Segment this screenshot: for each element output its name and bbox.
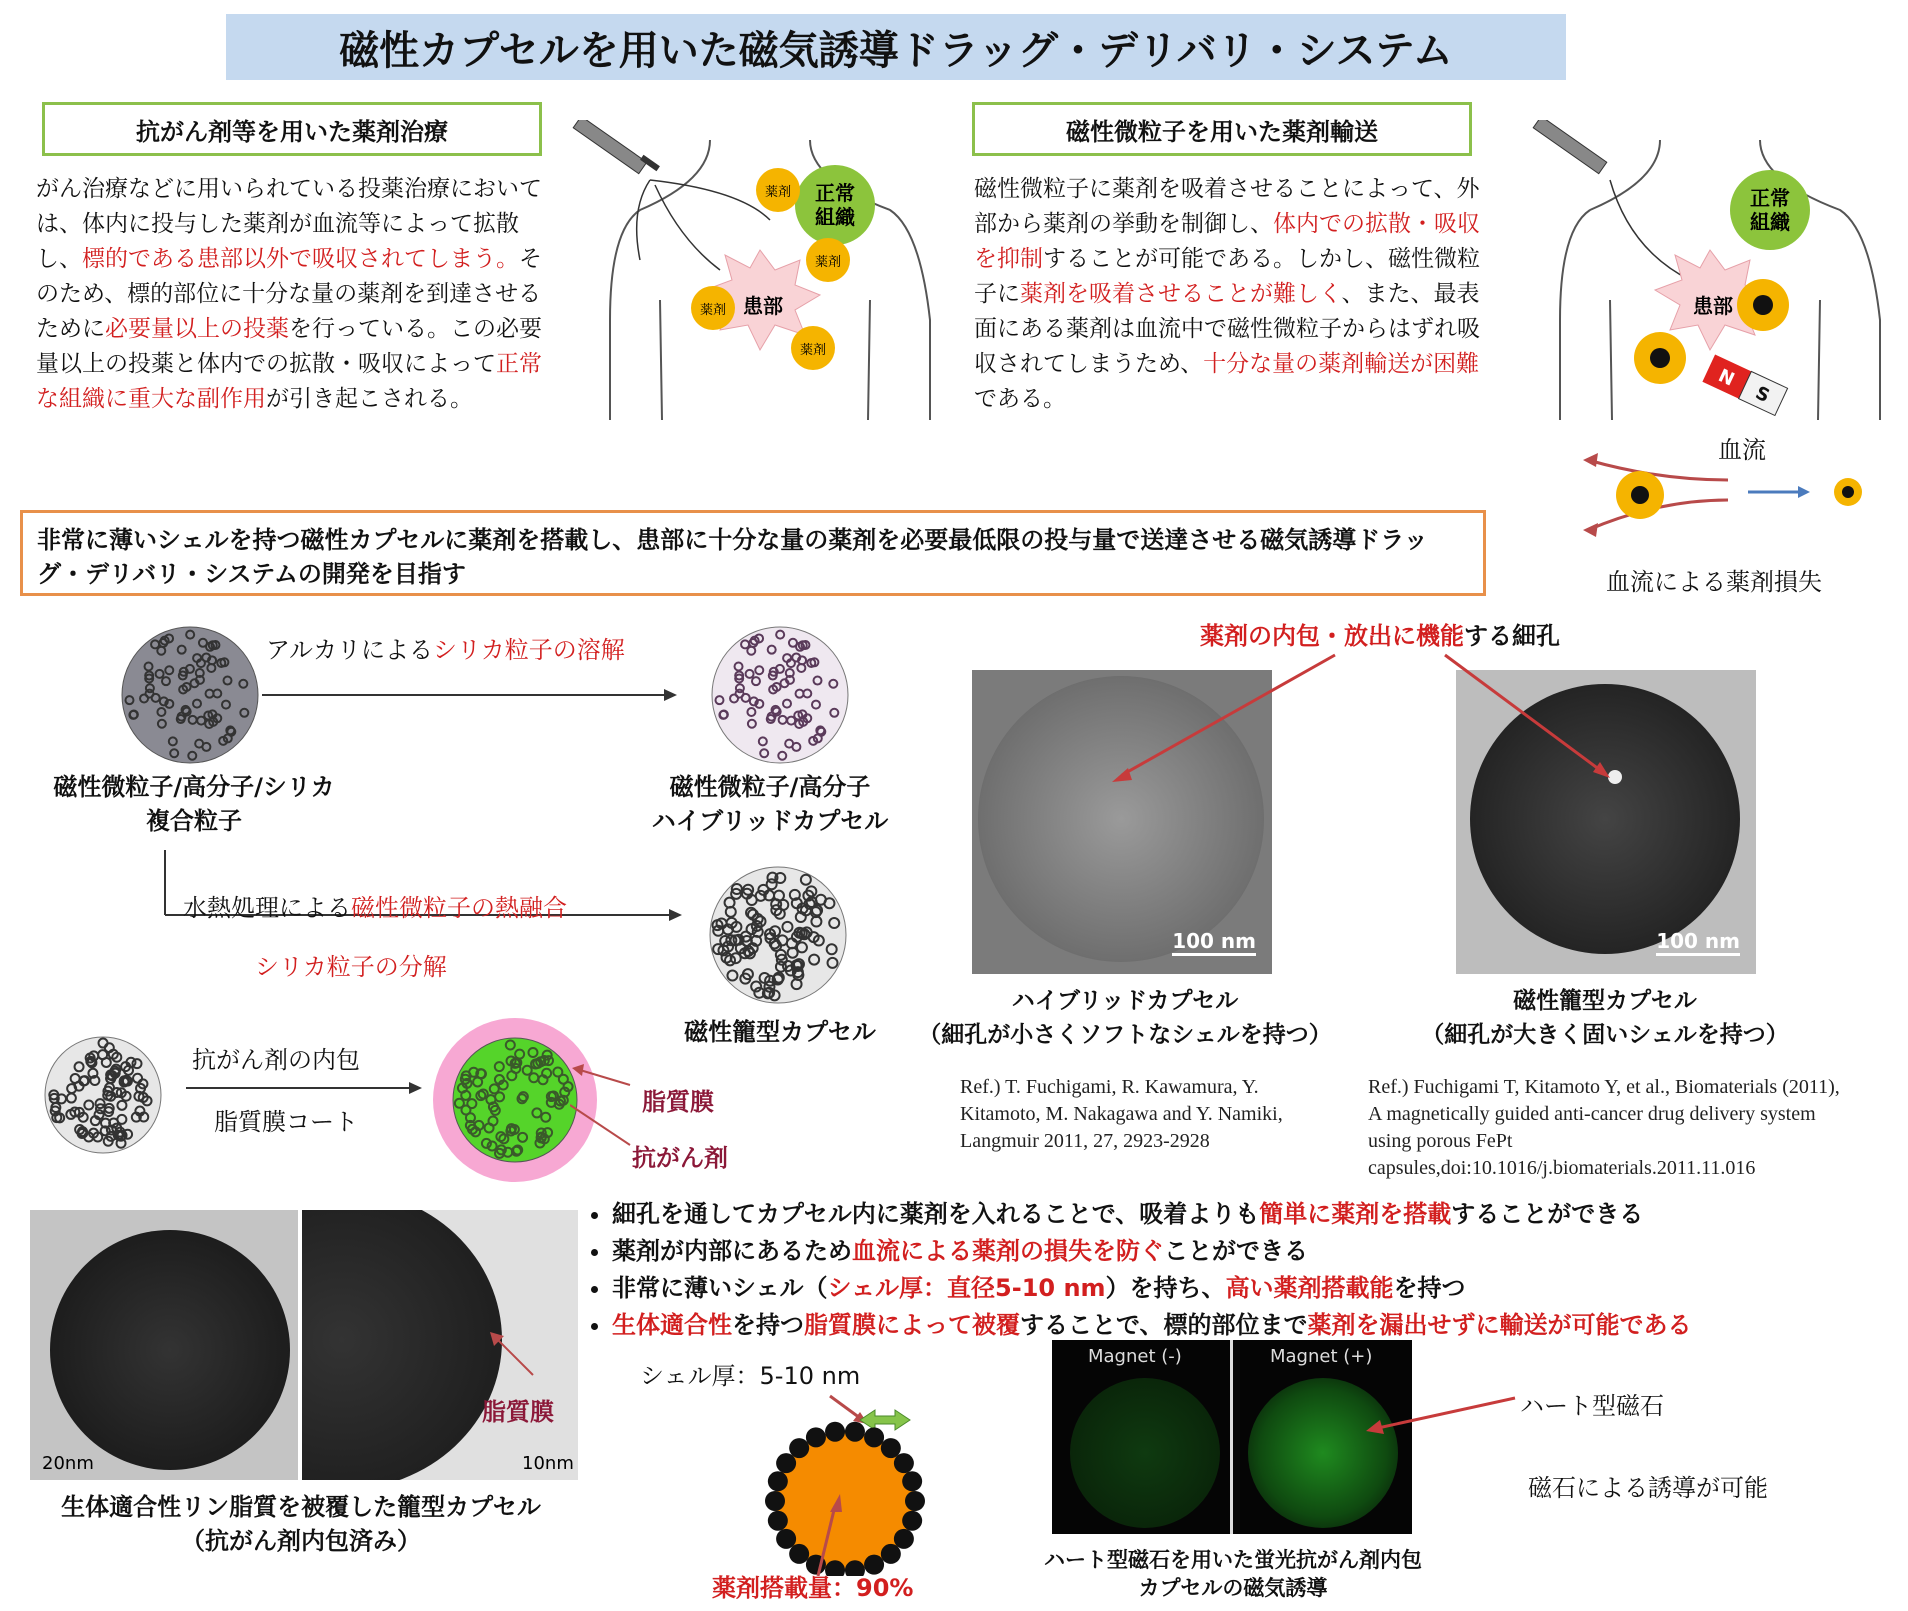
magnet-icon	[1702, 355, 1787, 416]
body-text: が引き起こされる。	[266, 386, 473, 412]
hybrid-label: 磁性微粒子/高分子 ハイブリッドカプセル	[651, 773, 889, 835]
step2-label: 水熱処理による磁性微粒子の熱融合	[183, 894, 567, 922]
highlight-text: 高い薬剤搭載能	[1225, 1274, 1394, 1302]
svg-text:N: N	[1714, 365, 1738, 391]
shell-particle	[881, 1544, 901, 1564]
cage-label: 磁性籠型カプセル	[684, 1018, 876, 1046]
cage-capsule-small	[38, 1030, 168, 1160]
step3-label-a: 抗がん剤の内包	[192, 1046, 360, 1074]
syringe-icon	[573, 120, 660, 174]
feature-bullet	[612, 1196, 1908, 1233]
svg-text:薬剤: 薬剤	[814, 255, 842, 270]
body-diagram-left	[570, 120, 940, 420]
shell-particle	[864, 1427, 884, 1447]
highlight-text: 十分な量の薬剤輸送が困難	[1203, 351, 1480, 377]
shell-particle	[768, 1511, 788, 1531]
drug-loss-caption: 血流による薬剤損失	[1606, 568, 1822, 596]
fluorescence-image	[1052, 1340, 1412, 1534]
svg-text:S: S	[1752, 382, 1773, 408]
shell-particle	[776, 1453, 796, 1473]
step1-label: アルカリによるシリカ粒子の溶解	[266, 636, 625, 664]
goal-box: 非常に薄いシェルを持つ磁性カプセルに薬剤を搭載し、患部に十分な量の薬剤を必要最低限の投与量で送達させる磁気誘導ドラッグ・デリバリ・システムの開発を目指す	[20, 510, 1486, 596]
thickness-arrow-icon	[860, 1410, 910, 1430]
heart-magnet-label: ハート型磁石	[1520, 1392, 1664, 1420]
svg-text:薬剤: 薬剤	[764, 185, 792, 200]
body-text: である。	[974, 386, 1066, 412]
step3-label-b: 脂質膜コート	[214, 1108, 358, 1136]
feature-bullet	[612, 1307, 1908, 1344]
anticancer-label: 抗がん剤	[632, 1144, 728, 1172]
shell-particle	[894, 1453, 914, 1473]
pore-arrows	[1100, 650, 1620, 790]
shell-particle	[789, 1544, 809, 1564]
svg-text:患部: 患部	[743, 294, 783, 318]
body-text: 、また、最表面にある薬剤は血流中で磁性微粒子からはずれ吸収されてしまうため、	[974, 281, 1480, 377]
body-text: することができる	[1451, 1200, 1644, 1228]
shell-particle	[806, 1427, 826, 1447]
feature-bullets	[586, 1196, 1908, 1344]
body-text: ）を持ち、	[1105, 1274, 1226, 1302]
highlight-text: 簡単に薬剤を搭載	[1259, 1200, 1452, 1228]
right-section-text	[974, 172, 1494, 417]
label-arrows	[570, 1060, 640, 1170]
page-title: 磁性カプセルを用いた磁気誘導ドラッグ・デリバリ・システム	[226, 14, 1566, 80]
magnet-plus-label: Magnet (+)	[1270, 1346, 1373, 1367]
body-text: を持つ	[732, 1311, 804, 1339]
body-diagram-right	[1520, 120, 1900, 420]
body-text: 薬剤が内部にあるため	[612, 1237, 852, 1265]
shell-particle	[765, 1491, 785, 1511]
shell-thickness-label: シェル厚：5-10 nm	[640, 1362, 861, 1390]
shell-diagram	[760, 1386, 930, 1576]
reference-1: Ref.) T. Fuchigami, R. Kawamura, Y. Kitamoto, M. Nakagawa and Y. Namiki, Langmuir 2011, 27, 2923-2928	[960, 1076, 1283, 1152]
body-text: を行っている。この必要量以上の投薬と体内での拡散・吸収によって	[36, 316, 542, 377]
body-text: することで、標的部位まで	[1020, 1311, 1308, 1339]
body-text: を持つ	[1393, 1274, 1466, 1302]
normal-tissue-label: 正常組織	[815, 181, 855, 229]
feature-bullet	[612, 1233, 1908, 1270]
cage-capsule	[698, 860, 858, 1010]
highlight-text: 生体適合性	[612, 1311, 732, 1339]
feature-bullet	[612, 1270, 1908, 1307]
step2-sub-label: シリカ粒子の分解	[255, 953, 447, 981]
svg-text:薬剤: 薬剤	[799, 343, 827, 358]
right-section-header: 磁性微粒子を用いた薬剤輸送	[972, 102, 1472, 156]
shell-particle	[905, 1491, 925, 1511]
highlight-text: シェル厚：直径5-10 nm	[827, 1274, 1106, 1302]
shell-particle	[902, 1471, 922, 1491]
body-text: がん治療などに用いられている投薬治療においては、体内に投与した薬剤が血流等によって拡散し、	[36, 176, 542, 272]
svg-text:正常組織: 正常組織	[1750, 186, 1790, 234]
coated-capsule-caption: 生体適合性リン脂質を被覆した籠型カプセル （抗がん剤内包済み）	[61, 1493, 541, 1555]
scale-bar: 100 nm	[1656, 929, 1740, 956]
shell-particle	[902, 1511, 922, 1531]
highlight-text: 薬剤を吸着させることが難しく	[1020, 281, 1342, 307]
shell-particle	[776, 1529, 796, 1549]
pore-title: 薬剤の内包・放出に機能する細孔	[1200, 622, 1560, 650]
hybrid-caption: ハイブリッドカプセル （細孔が小さくソフトなシェルを持つ）	[918, 988, 1332, 1048]
body-text: 非常に薄いシェル（	[612, 1274, 828, 1302]
arrow-right-icon	[262, 685, 682, 705]
highlight-text: 標的である患部以外で吸収されてしまう。	[82, 246, 519, 272]
highlight-text: 脂質膜によって被覆	[804, 1311, 1020, 1339]
body-text: そのため、標的部位に十分な量の薬剤を到達させるために	[36, 246, 542, 342]
syringe-icon	[1533, 120, 1607, 174]
drug-loading-label: 薬剤搭載量：90%	[712, 1574, 914, 1602]
reference-2: Ref.) Fuchigami T, Kitamoto Y, et al., Biomaterials (2011), A magnetically guided anti-cancer drug delivery system using porous FePt capsules,doi:10.1016/j.biomaterials.2011.11.016	[1368, 1076, 1840, 1179]
highlight-text: 正常な組織に重大な副作用	[36, 351, 542, 412]
shell-particle	[845, 1422, 865, 1442]
lipid-label-tem: 脂質膜	[482, 1398, 554, 1426]
highlight-text: 体内での拡散・吸収を抑制	[974, 211, 1480, 272]
composite-label: 磁性微粒子/高分子/シリカ 複合粒子	[53, 773, 335, 835]
svg-text:薬剤: 薬剤	[699, 303, 727, 318]
highlight-text: 必要量以上の投薬	[105, 316, 289, 342]
blood-flow-label: 血流	[1718, 436, 1766, 464]
left-section-text	[36, 172, 546, 417]
left-section-header: 抗がん剤等を用いた薬剤治療	[42, 102, 542, 156]
arrow-right-icon	[186, 1078, 426, 1098]
body-text: 磁性微粒子に薬剤を吸着させることによって、外部から薬剤の挙動を制御し、	[974, 176, 1480, 237]
scale-bar: 100 nm	[1172, 929, 1256, 956]
shell-particle	[894, 1529, 914, 1549]
guidance-label: 磁石による誘導が可能	[1528, 1474, 1768, 1502]
highlight-text: 血流による薬剤の損失を防ぐ	[852, 1237, 1164, 1265]
shell-particle	[789, 1438, 809, 1458]
body-text: ことができる	[1164, 1237, 1308, 1265]
scale-bar: 10nm	[522, 1453, 574, 1474]
shell-particle	[768, 1471, 788, 1491]
highlight-text: 薬剤を漏出せずに輸送が可能である	[1307, 1311, 1692, 1339]
fluorescence-caption: ハート型磁石を用いた蛍光抗がん剤内包 カプセルの磁気誘導	[1044, 1548, 1422, 1600]
body-text: 細孔を通してカプセル内に薬剤を入れることで、吸着よりも	[612, 1200, 1260, 1228]
arrow-icon	[488, 1330, 538, 1380]
shell-particle	[881, 1438, 901, 1458]
hybrid-capsule	[700, 620, 860, 770]
composite-particle	[110, 620, 270, 770]
blood-flow-diagram	[1578, 440, 1878, 550]
body-text: することが可能である。しかし、磁性微粒子に	[974, 246, 1480, 307]
lipid-label: 脂質膜	[642, 1088, 714, 1116]
tem-image-coated-1	[30, 1210, 298, 1480]
magnet-minus-label: Magnet (-)	[1088, 1346, 1182, 1367]
arrow-icon	[1360, 1390, 1520, 1440]
svg-text:患部: 患部	[1693, 294, 1733, 318]
shell-particle	[825, 1422, 845, 1442]
scale-bar: 20nm	[42, 1453, 94, 1474]
cage-caption: 磁性籠型カプセル （細孔が大きく固いシェルを持つ）	[1421, 988, 1789, 1048]
